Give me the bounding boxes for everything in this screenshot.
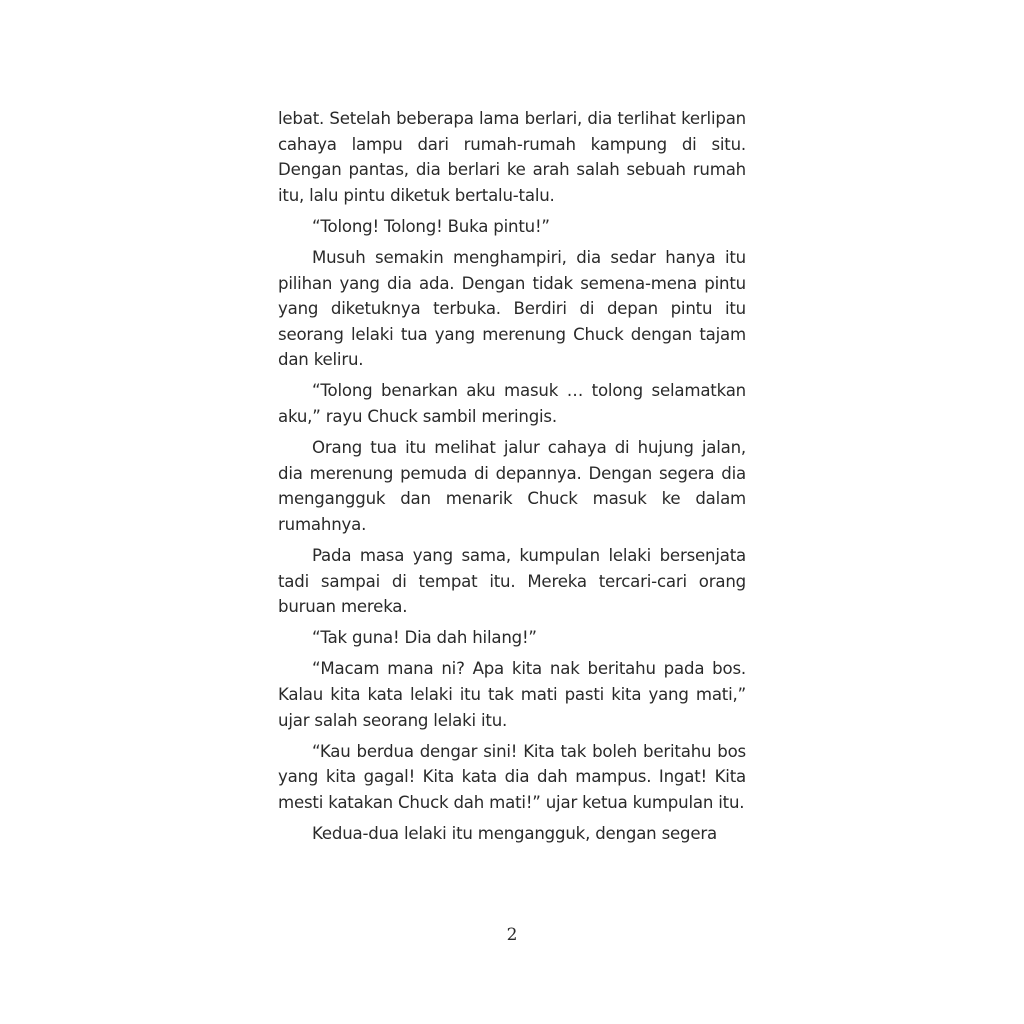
paragraph-1: lebat. Setelah beberapa lama berlari, dia terlihat kerlipan cahaya lampu dari rumah-rumah kampung di situ. Dengan pantas, dia berlari ke arah salah sebuah rumah itu, lalu pintu diketuk bertalu-talu. [278,109,746,205]
body-text [278,106,746,852]
paragraph-10: Kedua-dua lelaki itu mengangguk, dengan segera [312,823,717,843]
paragraph-8: “Macam mana ni? Apa kita nak beritahu pada bos. Kalau kita kata lelaki itu tak mati pasti kita yang mati,” ujar salah seorang lelaki itu. [278,659,746,730]
paragraph-3: Musuh semakin menghampiri, dia sedar hanya itu pilihan yang dia ada. Dengan tidak semena-mena pintu yang diketuknya terbuka. Berdiri di depan pintu itu seorang lelaki tua yang merenung Chuck dengan tajam dan keliru. [278,247,746,370]
paragraph-9: “Kau berdua dengar sini! Kita tak boleh beritahu bos yang kita gagal! Kita kata dia dah mampus. Ingat! Kita mesti katakan Chuck dah mati!” ujar ketua kumpulan itu. [278,741,746,812]
page-number: 2 [506,925,518,945]
paragraph-2: “Tolong! Tolong! Buka pintu!” [312,216,550,236]
paragraph-6: Pada masa yang sama, kumpulan lelaki bersenjata tadi sampai di tempat itu. Mereka tercari-cari orang buruan mereka. [278,546,746,617]
paragraph-7: “Tak guna! Dia dah hilang!” [312,628,537,648]
paragraph-4: “Tolong benarkan aku masuk … tolong selamatkan aku,” rayu Chuck sambil meringis. [278,381,746,427]
paragraph-5: Orang tua itu melihat jalur cahaya di hujung jalan, dia merenung pemuda di depannya. Dengan segera dia mengangguk dan menarik Chuck masuk ke dalam rumahnya. [278,438,746,534]
